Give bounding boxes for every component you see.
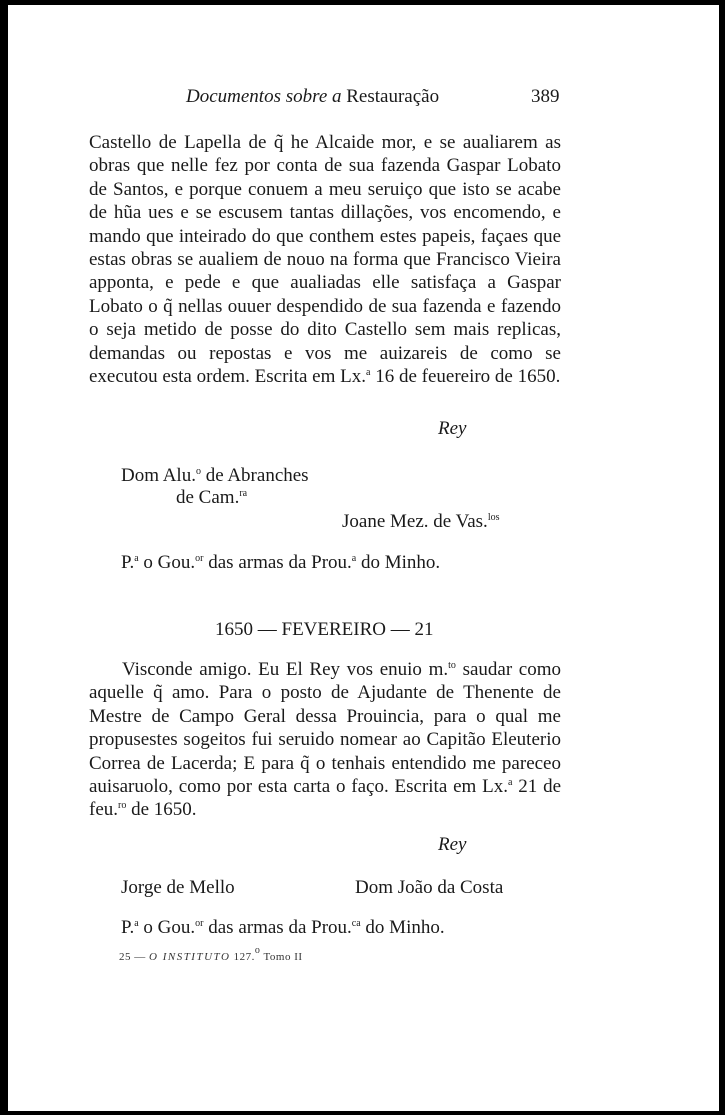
letter2-signatory-1: Jorge de Mello [121,877,235,898]
letter1-signature: Rey [438,418,467,439]
letter2-date-heading: 1650 — FEVEREIRO — 21 [215,619,434,640]
page-border-top [0,0,725,5]
page-border-left [0,0,8,1115]
letter1-address: P.$^a$ o Gou.$^{or}$ das armas da Prou.$^a$ do Minho. [121,552,441,573]
letter1-body: Castello de Lapella de q̃ he Alcaide mor, e se aualiarem as obras que nelle fez por conta de sua fazenda Gaspar Lobato de Santos, e porque conuem a meu seruiço que isto se acabe de hũa ues e se escusem tantas dillações, vos encomendo, e mando que inteirado do que conthem estes papeis, façaes que estas obras se aualiem de nouo na forma que Francisco Vieira apponta, e pede e que aualiadas elle satisfaça a Gaspar Lobato o q̃ nellas ouuer despendido de sua fazenda e fazendo o seja metido de posse do dito Castello sem mais replicas, demandas ou repostas e vos me auizareis de como se executou esta ordem. Escrita em Lx.$^a$ 16 de feuereiro de 1650. [89,132,561,388]
page-border-right [719,0,725,1115]
letter2-address: P.$^a$ o Gou.$^{or}$ das armas da Prou.$^{ca}$ do Minho. [121,917,445,938]
letter2-signatory-2: Dom João da Costa [355,877,504,898]
running-header [0,86,725,112]
letter1-signatory-1-line1: Dom Alu.$^o$ de Abranches [121,465,309,486]
letter2-signature: Rey [438,834,467,855]
letter2-body: Visconde amigo. Eu El Rey vos enuio m.$^{to}$ saudar como aquelle q̃ amo. Para o posto de Ajudante de Thenente de Mestre de Campo Geral dessa Prouincia, para o qual me propusestes sogeitos fui seruido nomear ao Capitão Eleuterio Correa de Lacerda; E para q̃ o tenhais entendido me pareceo auisaruolo, como por esta carta o faço. Escrita em Lx.$^a$ 21 de feu.$^{ro}$ de 1650. [89,659,562,821]
page-border-bottom [0,1111,725,1115]
letter1-signatory-1-line2: de Cam.$^{ra}$ [176,487,248,508]
signature-mark-footer: 25 — O INSTITUTO 127.$^o$ Tomo II [119,945,303,963]
running-title: Documentos sobre a Restauração [186,86,440,107]
page-number: 389 [531,86,560,107]
letter1-signatory-2: Joane Mez. de Vas.$^{los}$ [342,511,500,532]
